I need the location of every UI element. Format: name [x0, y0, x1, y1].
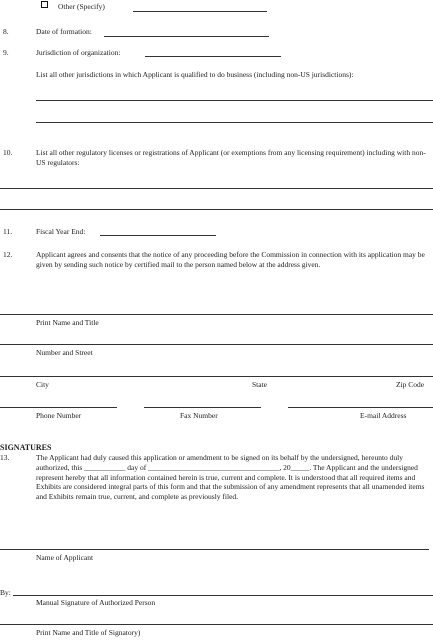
- jurisdiction-label: Jurisdiction of organization:: [36, 48, 121, 57]
- item-10-number: 10.: [3, 148, 13, 157]
- jurisdiction-field[interactable]: [145, 56, 281, 57]
- item-11-number: 11.: [3, 227, 13, 236]
- other-specify-label: Other (Specify): [58, 2, 105, 11]
- email-address-field[interactable]: [288, 407, 433, 408]
- email-address-label: E-mail Address: [360, 411, 407, 420]
- name-of-applicant-label: Name of Applicant: [36, 553, 94, 562]
- date-of-formation-field[interactable]: [104, 36, 269, 37]
- number-street-field[interactable]: [0, 344, 433, 345]
- regulatory-licenses-text: List all other regulatory licenses or registrations of Applicant (or exemptions from any licensing requirement) including with non-US regulators:: [36, 148, 426, 167]
- by-label: By:: [0, 588, 11, 597]
- print-name-title-label: Print Name and Title: [36, 318, 99, 327]
- print-name-signatory-field[interactable]: [0, 624, 433, 625]
- phone-number-label: Phone Number: [36, 411, 82, 420]
- print-name-title-field[interactable]: [0, 314, 433, 315]
- item-12-number: 12.: [3, 250, 13, 259]
- phone-number-field[interactable]: [0, 407, 117, 408]
- city-state-zip-field[interactable]: [0, 376, 433, 377]
- fiscal-year-end-field[interactable]: [100, 235, 216, 236]
- regulatory-licenses-line-1[interactable]: [0, 188, 433, 189]
- item-13-number: 13.: [0, 453, 10, 462]
- other-jurisdictions-instruction: List all other jurisdictions in which Applicant is qualified to do business (including non-US jurisdictions):: [36, 70, 354, 79]
- other-jurisdictions-line-1[interactable]: [36, 100, 433, 101]
- fax-number-field[interactable]: [144, 407, 261, 408]
- other-specify-checkbox[interactable]: [41, 1, 48, 8]
- regulatory-licenses-line-2[interactable]: [0, 209, 433, 210]
- manual-signature-label: Manual Signature of Authorized Person: [36, 598, 156, 607]
- zip-code-label: Zip Code: [396, 380, 425, 389]
- other-specify-field[interactable]: [133, 11, 267, 12]
- state-label: State: [252, 380, 267, 389]
- fax-number-label: Fax Number: [180, 411, 218, 420]
- item-9-number: 9.: [3, 48, 9, 57]
- other-jurisdictions-line-2[interactable]: [36, 122, 433, 123]
- name-of-applicant-field[interactable]: [0, 549, 429, 550]
- print-name-signatory-label: Print Name and Title of Signatory): [36, 628, 141, 637]
- item-8-number: 8.: [3, 27, 9, 36]
- signatures-heading: SIGNATURES: [0, 443, 52, 452]
- date-of-formation-label: Date of formation:: [36, 27, 92, 36]
- city-label: City: [36, 380, 49, 389]
- fiscal-year-end-label: Fiscal Year End:: [36, 227, 86, 236]
- manual-signature-field[interactable]: [13, 595, 433, 596]
- signature-attestation-text: The Applicant had duly caused this application or amendment to be signed on its behalf by the undersigned, hereunto duly authorized, this ___________ day of ___________________________________, 20_____. The Applicant and the undersigned represent hereby that all information contained herein is true, current and complete. It is understood that all required items and Exhibits are considered integral parts of this form and that the submission of any amendment represents that all unamended items and Exhibits remain true, current, and complete as previously filed.: [36, 453, 425, 501]
- number-street-label: Number and Street: [36, 348, 93, 357]
- notice-consent-text: Applicant agrees and consents that the notice of any proceeding before the Commission in connection with its application may be given by sending such notice by certified mail to the person named below at the address given.: [36, 250, 425, 269]
